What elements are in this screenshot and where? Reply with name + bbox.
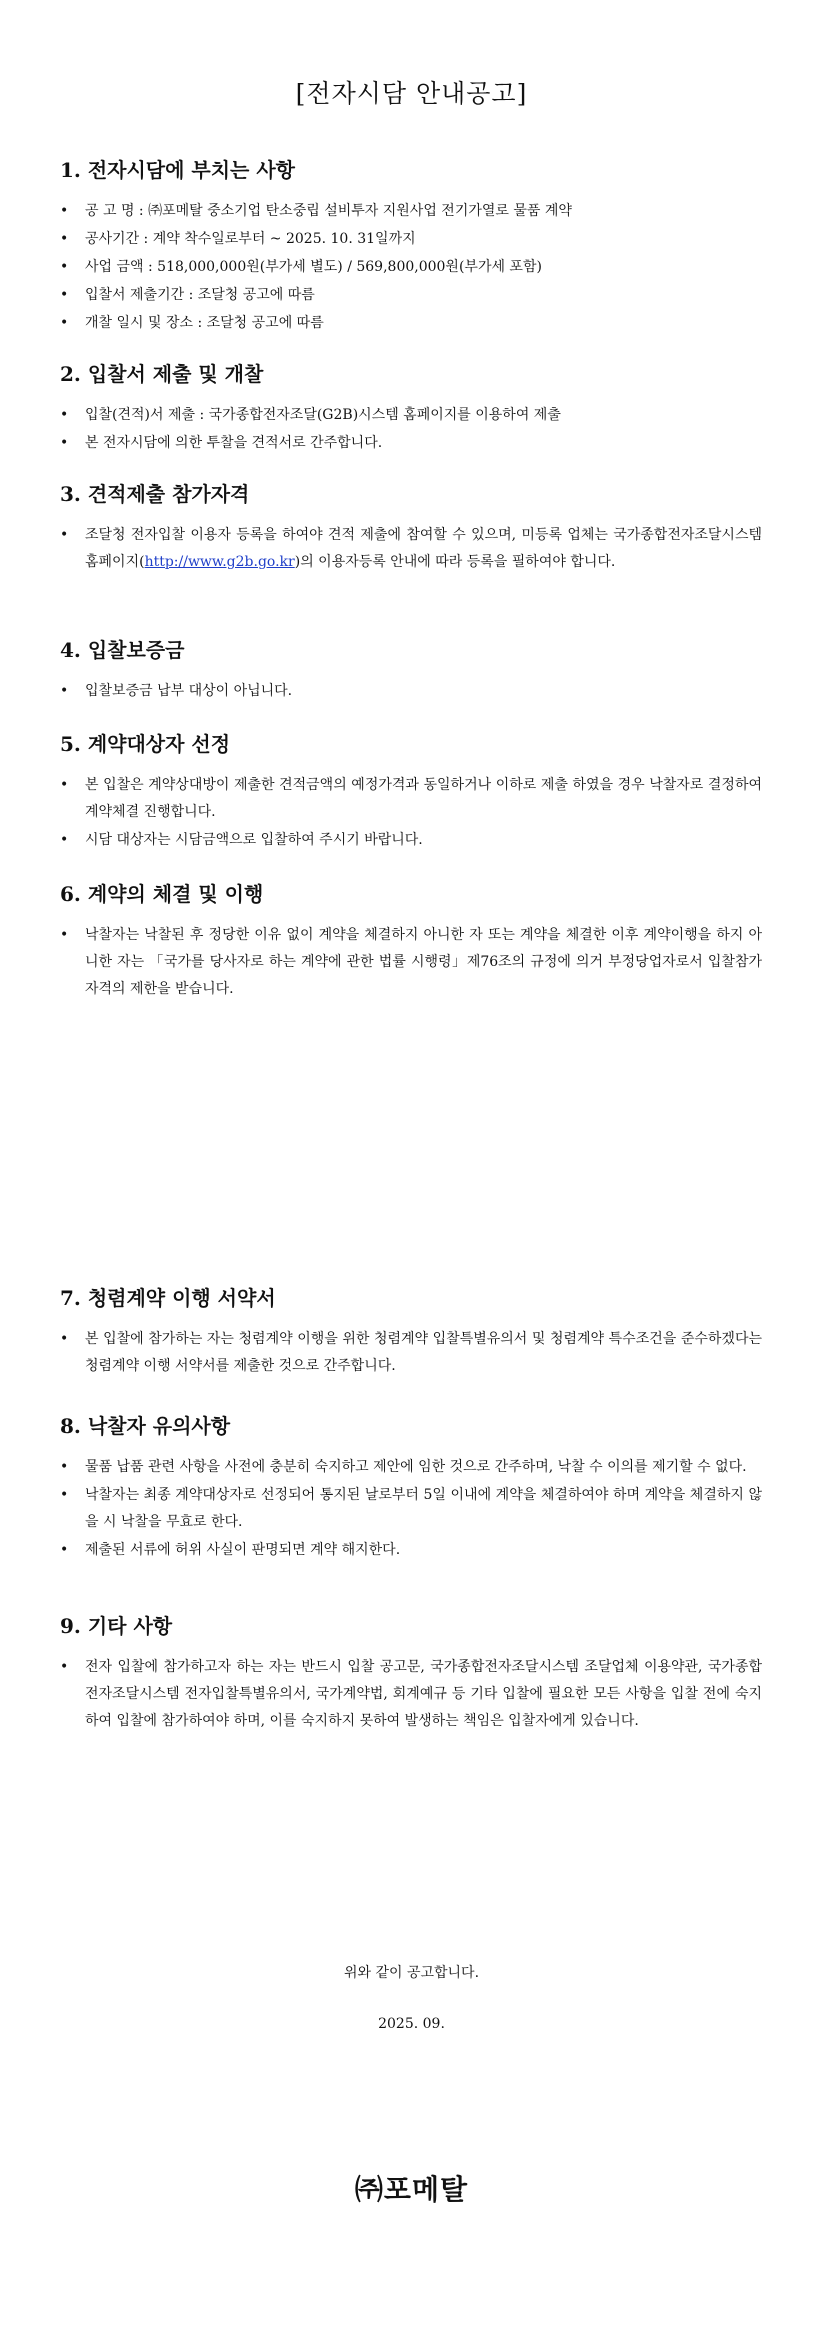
item-list [60,402,762,457]
company-name: ㈜포메탈 [354,2173,469,2206]
notice-date: 2025. 09. [378,2016,445,2032]
closing-statement: 위와 같이 공고합니다. [343,1965,480,1981]
section-9 [60,1612,762,1736]
item-list [60,522,762,576]
list-item: • 물품 납품 관련 사항을 사전에 충분히 숙지하고 제안에 임한 것으로 간주하며, 낙찰 수 이의를 제기할 수 없다. [60,1454,762,1481]
g2b-link[interactable]: http://www.g2b.go.kr [144,554,295,570]
item-list [60,1454,762,1564]
section-heading: 9. 기타 사항 [60,1614,173,1638]
section-heading: 7. 청렴계약 이행 서약서 [60,1286,276,1310]
list-item: • 낙찰자는 낙찰된 후 정당한 이유 없이 계약을 체결하지 아니한 자 또는 계약을 체결한 이후 계약이행을 하지 아니한 자는 「국가를 당사자로 하는 계약에 관한 법률 시행령」제76조의 규정에 의거 부정당업자로서 입찰참가 자격의 제한을 받습니다. [60,922,762,1003]
section-4 [60,636,762,706]
section-heading: 1. 전자시담에 부치는 사항 [60,158,295,182]
section-8 [60,1412,762,1565]
section-2 [60,360,762,458]
section-heading: 3. 견적제출 참가자격 [60,482,250,506]
section-heading: 5. 계약대상자 선정 [60,732,231,756]
list-item [60,522,762,576]
section-6 [60,880,762,1004]
list-item: • 낙찰자는 최종 계약대상자로 선정되어 통지된 날로부터 5일 이내에 계약을 체결하여야 하며 계약을 체결하지 않을 시 낙찰을 무효로 한다. [60,1482,762,1536]
list-item: • 제출된 서류에 허위 사실이 판명되면 계약 해지한다. [60,1537,762,1564]
list-item: • 본 전자시담에 의한 투찰을 견적서로 간주합니다. [60,430,762,457]
section-heading: 2. 입찰서 제출 및 개찰 [60,362,264,386]
list-item: • 사업 금액 : 518,000,000원(부가세 별도) / 569,800,000원(부가세 포함) [60,254,762,281]
section-1 [60,156,762,338]
list-item: • 시담 대상자는 시담금액으로 입찰하여 주시기 바랍니다. [60,827,762,854]
list-item: • 입찰서 제출기간 : 조달청 공고에 따름 [60,282,762,309]
item-list [60,678,762,705]
list-item: • 입찰보증금 납부 대상이 아닙니다. [60,678,762,705]
list-item: • 입찰(견적)서 제출 : 국가종합전자조달(G2B)시스템 홈페이지를 이용하여 제출 [60,402,762,429]
item-list [60,198,762,337]
section-7 [60,1284,762,1381]
list-item: • 전자 입찰에 참가하고자 하는 자는 반드시 입찰 공고문, 국가종합전자조달시스템 조달업체 이용약관, 국가종합전자조달시스템 전자입찰특별유의서, 국가계약법, 회계예규 등 기타 입찰에 필요한 모든 사항을 입찰 전에 숙지하여 입찰에 참가하여야 하며, 이를 숙지하지 못하여 발생하는 책임은 입찰자에게 있습니다. [60,1654,762,1735]
list-item: • 본 입찰에 참가하는 자는 청렴계약 이행을 위한 청렴계약 입찰특별유의서 및 청렴계약 특수조건을 준수하겠다는 청렴계약 이행 서약서를 제출한 것으로 간주합니다. [60,1326,762,1380]
item-text: 조달청 전자입찰 이용자 등록을 하여야 견적 제출에 참여할 수 있으며, 미등록 업체는 국가종합전자조달시스템 홈페이지( [85,527,762,570]
item-list [60,922,762,1003]
section-heading: 8. 낙찰자 유의사항 [60,1414,231,1438]
section-heading: 4. 입찰보증금 [60,638,185,662]
list-item: • 개찰 일시 및 장소 : 조달청 공고에 따름 [60,310,762,337]
section-3 [60,480,762,577]
item-text: )의 이용자등록 안내에 따라 등록을 필하여야 합니다. [294,554,616,570]
item-list [60,1654,762,1735]
section-heading: 6. 계약의 체결 및 이행 [60,882,264,906]
list-item: • 공사기간 : 계약 착수일로부터 ~ 2025. 10. 31일까지 [60,226,762,253]
list-item: • 공 고 명 : ㈜포메탈 중소기업 탄소중립 설비투자 지원사업 전기가열로 물품 계약 [60,198,762,225]
list-item: • 본 입찰은 계약상대방이 제출한 견적금액의 예정가격과 동일하거나 이하로 제출 하였을 경우 낙찰자로 결정하여 계약체결 진행합니다. [60,772,762,826]
section-5 [60,730,762,855]
item-list [60,1326,762,1380]
document-title: [전자시담 안내공고] [295,79,528,108]
item-list [60,772,762,854]
